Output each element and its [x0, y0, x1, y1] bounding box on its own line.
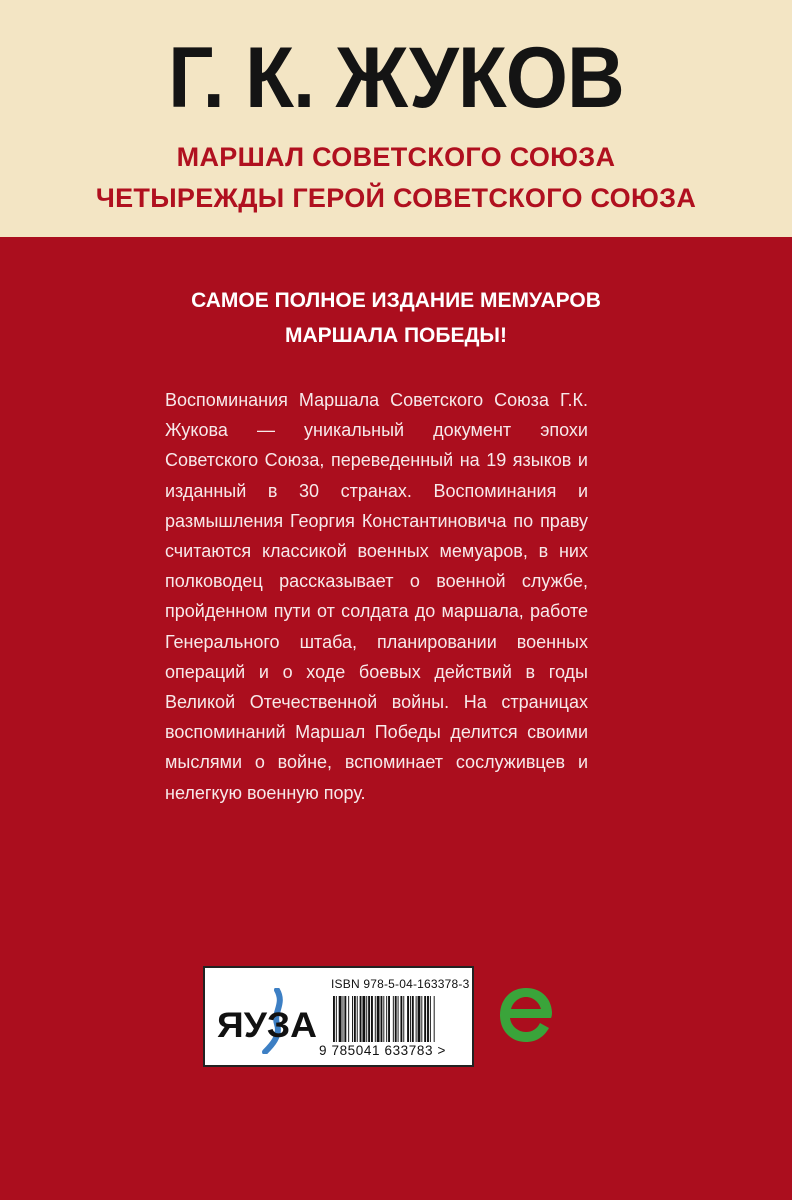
barcode-bar	[366, 996, 367, 1042]
barcode-bar	[400, 996, 402, 1042]
barcode-bar	[352, 996, 353, 1042]
barcode-bar	[336, 996, 337, 1042]
barcode-bar	[395, 996, 397, 1042]
subtitle-line-1: МАРШАЛ СОВЕТСКОГО СОЮЗА	[176, 142, 616, 172]
barcode-bar	[388, 996, 390, 1042]
eksmo-e-logo	[496, 984, 554, 1046]
author-name: Г. К. ЖУКОВ	[168, 30, 624, 126]
tagline-line-1: САМОЕ ПОЛНОЕ ИЗДАНИЕ МЕМУАРОВ	[191, 289, 601, 312]
barcode-bar	[403, 996, 404, 1042]
barcode-bar	[386, 996, 387, 1042]
barcode-bar	[368, 996, 370, 1042]
barcode-block	[203, 966, 474, 1067]
barcode-bar	[348, 996, 349, 1042]
barcode-bar	[383, 996, 384, 1042]
barcode-bar	[357, 996, 358, 1042]
barcode-bar	[393, 996, 394, 1042]
barcode-bar	[339, 996, 342, 1042]
isbn-number: ISBN 978-5-04-163378-3	[331, 977, 470, 991]
barcode-bar	[416, 996, 417, 1042]
book-description: Воспоминания Маршала Советского Союза Г.К. Жукова — уникальный документ эпохи Советского Союза, переведенный на 19 языков и изданный в 30 странах. Воспоминания и размышления Георгия Константиновича по праву считаются классикой военных мемуаров, в них полководец рассказывает о военной службе, пройденном пути от солдата до маршала, работе Генерального штаба, планировании военных операций и о ходе боевых действий в годы Великой Отечественной войны. На страницах воспоминаний Маршал Победы делится своими мыслями о войне, вспоминает сослуживцев и нелегкую военную пору.	[165, 390, 588, 803]
barcode-bar	[381, 996, 383, 1042]
barcode-bar	[434, 996, 435, 1042]
barcode-bar	[407, 996, 409, 1042]
barcode	[333, 996, 463, 1042]
barcode-bar	[360, 996, 362, 1042]
barcode-bar	[421, 996, 422, 1042]
publisher-logo-text: ЯУЗА	[217, 1006, 317, 1045]
barcode-bar	[375, 996, 376, 1042]
tagline-line-2: МАРШАЛА ПОБЕДЫ!	[285, 324, 507, 347]
barcode-bar	[410, 996, 411, 1042]
barcode-bar	[354, 996, 356, 1042]
barcode-bar	[398, 996, 399, 1042]
barcode-bar	[418, 996, 421, 1042]
barcode-bar	[430, 996, 431, 1042]
barcode-bar	[377, 996, 380, 1042]
subtitle-line-2: ЧЕТЫРЕЖДЫ ГЕРОЙ СОВЕТСКОГО СОЮЗА	[95, 183, 697, 213]
barcode-bar	[362, 996, 365, 1042]
barcode-bar	[424, 996, 426, 1042]
barcode-bar	[333, 996, 335, 1042]
yauza-logo	[215, 988, 320, 1054]
barcode-bar	[427, 996, 429, 1042]
barcode-bar	[412, 996, 414, 1042]
barcode-digits: 9 785041 633783 >	[319, 1043, 446, 1058]
barcode-bar	[344, 996, 346, 1042]
barcode-bar	[343, 996, 344, 1042]
barcode-bar	[371, 996, 373, 1042]
